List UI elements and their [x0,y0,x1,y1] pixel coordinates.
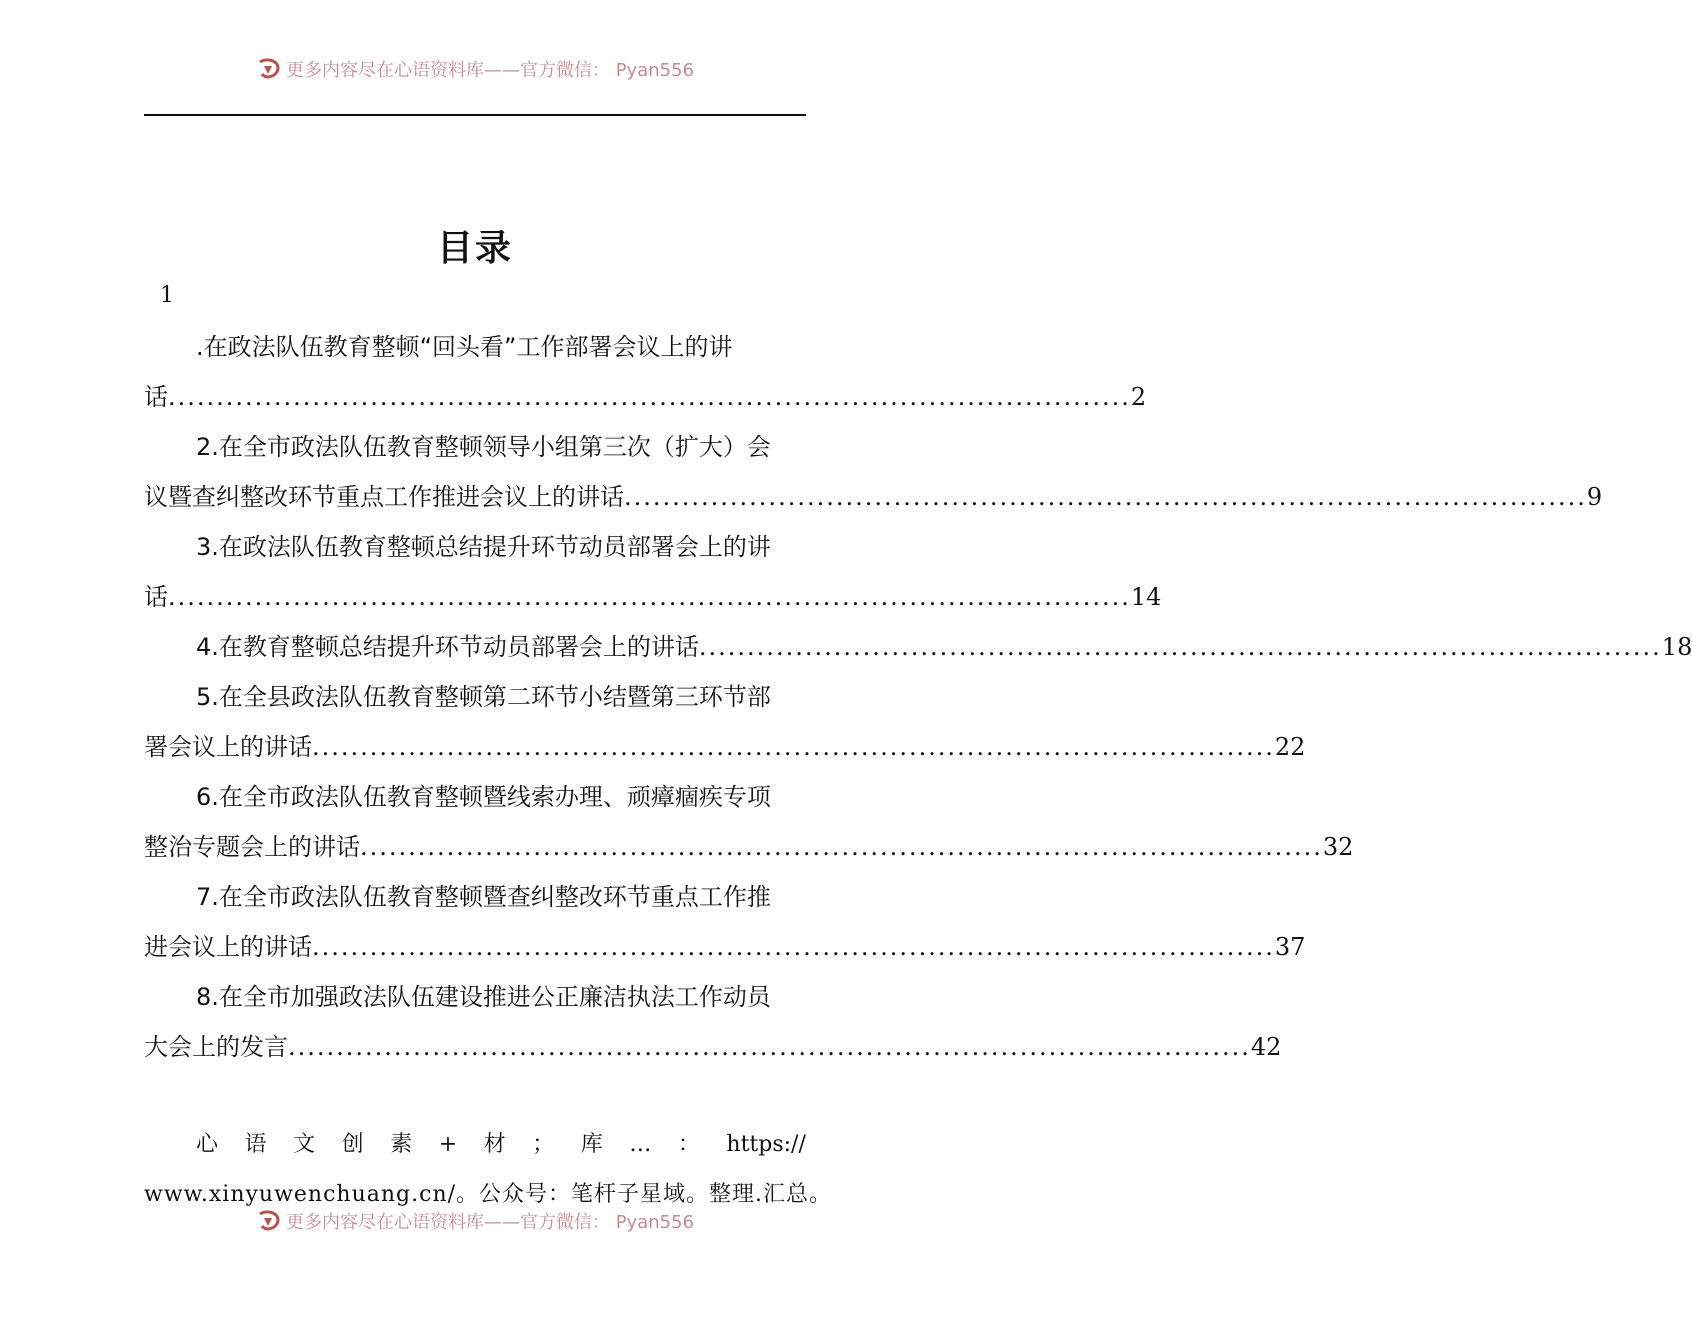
toc-entry-3-line1[interactable]: 3.在政法队伍教育整顿总结提升环节动员部署会上的讲 [196,533,771,561]
toc-entry-1-line2[interactable]: 话 .................................................................................................... 2 [144,372,806,422]
toc-entry-2-line2[interactable]: 议暨查纠整改环节重点工作推进会议上的讲话 .................................................................................................... 9 [144,472,806,522]
leader-dots: .................................................................................................... [624,483,1587,511]
leader-dots: .................................................................................................... [312,933,1275,961]
page-number: 32 [1322,833,1354,861]
toc-entry-6-line2[interactable]: 整治专题会上的讲话 .................................................................................................... 32 [144,822,806,872]
toc-entry-3-line2[interactable]: 话 .................................................................................................... 14 [144,572,806,622]
toc-entry-7-line2[interactable]: 进会议上的讲话 .................................................................................................... 37 [144,922,806,972]
table-of-contents [144,322,1692,1072]
page-number: 18 [1661,633,1692,661]
logo-icon [256,58,282,80]
page-number: 2 [1130,383,1147,411]
page-number: 22 [1274,733,1306,761]
toc-entry-5-line1[interactable]: 5.在全县政法队伍教育整顿第二环节小结暨第三环节部 [196,683,771,711]
leader-dots: .................................................................................................... [168,383,1131,411]
leader-dots: .................................................................................................... [360,833,1323,861]
watermark-bottom [0,1210,950,1232]
page-title: 目录 [436,228,513,269]
toc-entry-5-line2[interactable]: 署会议上的讲话 .................................................................................................... 22 [144,722,806,772]
source-note-line1: 心 语 文 创 素 + 材 ； 库 … ： https:// [196,1132,806,1157]
leading-number: 1 [160,283,174,308]
toc-entry-7-line1[interactable]: 7.在全市政法队伍教育整顿暨查纠整改环节重点工作推 [196,883,771,911]
leader-dots: .................................................................................................... [698,633,1662,661]
source-note [144,1120,833,1220]
watermark-top [0,58,950,80]
page-number: 42 [1250,1033,1282,1061]
leader-dots: .................................................................................................... [168,583,1131,611]
logo-icon [256,1210,282,1232]
page-number: 9 [1586,483,1603,511]
toc-entry-4[interactable]: 4.在教育整顿总结提升环节动员部署会上的讲话 .................................................................................................... 18 [144,622,806,672]
toc-entry-8-line1[interactable]: 8.在全市加强政法队伍建设推进公正廉洁执法工作动员 [196,983,771,1011]
watermark-text: 更多内容尽在心语资料库——官方微信： Pyan556 [285,60,695,81]
watermark-text: 更多内容尽在心语资料库——官方微信： Pyan556 [285,1212,695,1233]
page-number: 14 [1130,583,1162,611]
toc-entry-1-line1[interactable]: .在政法队伍教育整顿“回头看”工作部署会议上的讲 [196,333,733,361]
leader-dots: .................................................................................................... [288,1033,1251,1061]
leader-dots: .................................................................................................... [312,733,1275,761]
page-number: 37 [1274,933,1306,961]
toc-entry-8-line2[interactable]: 大会上的发言 .................................................................................................... 42 [144,1022,806,1072]
toc-entry-6-line1[interactable]: 6.在全市政法队伍教育整顿暨线索办理、顽瘴痼疾专项 [196,783,771,811]
source-note-line2: www.xinyuwenchuang.cn/。公众号：笔杆子星域。整理.汇总。 [144,1182,833,1207]
header-rule [144,114,806,116]
toc-entry-2-line1[interactable]: 2.在全市政法队伍教育整顿领导小组第三次（扩大）会 [196,433,771,461]
